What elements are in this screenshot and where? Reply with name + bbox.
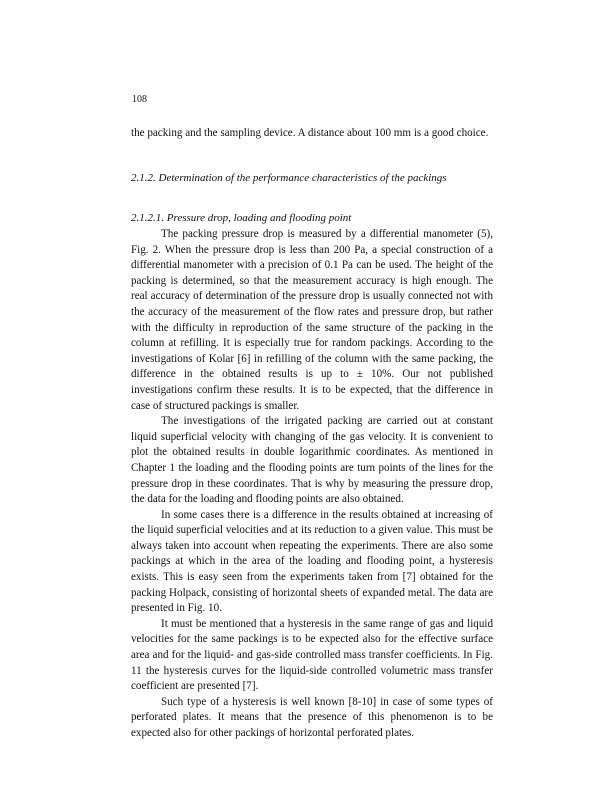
paragraph-hysteresis-results: In some cases there is a difference in the results obtained at increasing of the liquid superficial velocities and at its reduction to a given value. This must be always taken into account when repeating the experiments. There are also some packings at which in the area of the loading and flooding point, a hysteresis exists. This is easy seen from the experiments taken from [7] obtained for the packing Holpack, consisting of horizontal sheets of expanded metal. The data are presented in Fig. 10. [131, 508, 493, 615]
intro-paragraph [131, 126, 493, 142]
subsection-heading: 2.1.2.1. Pressure drop, loading and flooding point [131, 212, 352, 224]
section-heading: 2.1.2. Determination of the performance characteristics of the packings [131, 172, 447, 184]
page-number: 108 [132, 94, 147, 105]
intro-text: the packing and the sampling device. A distance about 100 mm is a good choice. [131, 127, 489, 139]
paragraph-perforated-plates: Such type of a hysteresis is well known [8-10] in case of some types of perforated plates. It means that the presence of this phenomenon is to be expected also for other packings of horizontal perforated plates. [131, 695, 493, 739]
paragraph-hysteresis-mass-transfer: It must be mentioned that a hysteresis in the same range of gas and liquid velocities for the same packings is to be expected also for the effective surface area and for the liquid- and gas-side controlled mass transfer coefficients. In Fig. 11 the hysteresis curves for the liquid-side controlled volumetric mass transfer coefficient are presented [7]. [131, 617, 493, 693]
body-text [131, 227, 493, 742]
paragraph-pressure-drop: The packing pressure drop is measured by a differential manometer (5), Fig. 2. When the pressure drop is less than 200 Pa, a special construction of a differential manometer with a precision of 0.1 Pa can be used. The height of the packing is determined, so that the measurement accuracy is high enough. The real accuracy of determination of the pressure drop is usually connected not with the accuracy of the measurement of the flow rates and pressure drop, but rather with the difficulty in reproduction of the same structure of the packing in the column at refilling. It is especially true for random packings. According to the investigations of Kolar [6] in refilling of the column with the same packing, the difference in the obtained results is up to ± 10%. Our not published investigations confirm these results. It is to be expected, that the difference in case of structured packings is smaller. [131, 228, 493, 412]
paragraph-irrigated-packing: The investigations of the irrigated packing are carried out at constant liquid superficial velocity with changing of the gas velocity. It is convenient to plot the obtained results in double logarithmic coordinates. As mentioned in Chapter 1 the loading and the flooding points are turn points of the lines for the pressure drop in these coordinates. That is why by measuring the pressure drop, the data for the loading and flooding points are also obtained. [131, 415, 493, 506]
